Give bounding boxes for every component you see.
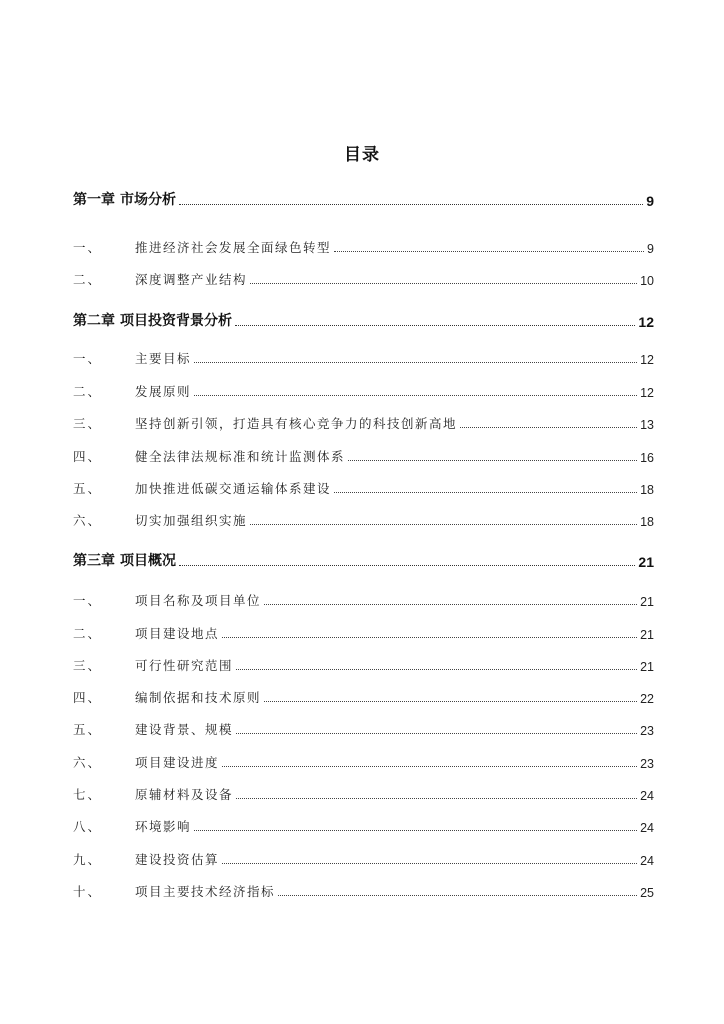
section-title: 项目名称及项目单位: [135, 593, 262, 608]
section-title: 项目建设进度: [135, 755, 220, 770]
section-number: 六、: [73, 513, 103, 528]
page-number: 21: [638, 554, 654, 570]
section-number: 三、: [73, 416, 103, 431]
page-number: 21: [640, 595, 654, 609]
toc-section[interactable]: [73, 656, 654, 674]
page-number: 9: [646, 193, 654, 209]
dot-leader: [334, 251, 644, 252]
section-number: 四、: [73, 449, 103, 464]
toc-chapter-1[interactable]: [73, 189, 654, 209]
page-number: 18: [640, 515, 654, 529]
dot-leader: [250, 524, 637, 525]
section-title: 环境影响: [135, 819, 192, 834]
dot-leader: [194, 830, 637, 831]
page-number: 18: [640, 483, 654, 497]
toc-section[interactable]: [73, 591, 654, 609]
dot-leader: [250, 283, 637, 284]
page-number: 13: [640, 418, 654, 432]
section-title: 切实加强组织实施: [135, 513, 248, 528]
section-number: 五、: [73, 481, 103, 496]
page-number: 12: [640, 353, 654, 367]
dot-leader: [236, 669, 637, 670]
page-number: 21: [640, 628, 654, 642]
dot-leader: [235, 325, 635, 326]
section-number: 一、: [73, 240, 103, 255]
page-number: 24: [640, 854, 654, 868]
section-title: 建设背景、规模: [135, 722, 234, 737]
dot-leader: [236, 798, 637, 799]
dot-leader: [334, 492, 637, 493]
toc-chapter-3[interactable]: [73, 550, 654, 570]
section-title: 深度调整产业结构: [135, 272, 248, 287]
section-title: 坚持创新引领，打造具有核心竞争力的科技创新高地: [135, 416, 458, 431]
chapter-number: 第二章: [73, 313, 115, 329]
page-number: 24: [640, 821, 654, 835]
section-number: 二、: [73, 272, 103, 287]
toc-section[interactable]: [73, 817, 654, 835]
page-number: 10: [640, 274, 654, 288]
dot-leader: [194, 395, 637, 396]
section-number: 二、: [73, 384, 103, 399]
dot-leader: [222, 863, 637, 864]
toc-section[interactable]: [73, 688, 654, 706]
dot-leader: [222, 766, 637, 767]
section-title: 原辅材料及设备: [135, 787, 234, 802]
page-number: 22: [640, 692, 654, 706]
dot-leader: [179, 204, 643, 205]
chapter-title: 市场分析: [120, 192, 176, 208]
toc-section[interactable]: [73, 479, 654, 497]
dot-leader: [236, 733, 637, 734]
section-title: 主要目标: [135, 351, 192, 366]
chapter-number: 第一章: [73, 192, 115, 208]
dot-leader: [348, 460, 637, 461]
page-number: 12: [640, 386, 654, 400]
section-number: 十、: [73, 884, 103, 899]
toc-section[interactable]: [73, 270, 654, 288]
dot-leader: [194, 362, 637, 363]
toc-section[interactable]: [73, 785, 654, 803]
page-number: 21: [640, 660, 654, 674]
toc-section[interactable]: [73, 882, 654, 900]
section-number: 八、: [73, 819, 103, 834]
chapter-number: 第三章: [73, 553, 115, 569]
page-number: 16: [640, 451, 654, 465]
toc-section[interactable]: [73, 238, 654, 256]
page-number: 12: [638, 314, 654, 330]
toc-section[interactable]: [73, 624, 654, 642]
section-number: 一、: [73, 593, 103, 608]
toc-section[interactable]: [73, 850, 654, 868]
dot-leader: [264, 701, 637, 702]
dot-leader: [264, 604, 637, 605]
toc-section[interactable]: [73, 382, 654, 400]
page-title: 目录: [344, 145, 380, 165]
section-title: 可行性研究范围: [135, 658, 234, 673]
toc-section[interactable]: [73, 349, 654, 367]
section-title: 编制依据和技术原则: [135, 690, 262, 705]
page-number: 23: [640, 757, 654, 771]
section-title: 加快推进低碳交通运输体系建设: [135, 481, 332, 496]
page-number: 25: [640, 886, 654, 900]
section-title: 建设投资估算: [135, 852, 220, 867]
page-number: 23: [640, 724, 654, 738]
dot-leader: [179, 565, 635, 566]
section-title: 项目主要技术经济指标: [135, 884, 276, 899]
section-number: 六、: [73, 755, 103, 770]
toc-section[interactable]: [73, 753, 654, 771]
chapter-title: 项目投资背景分析: [120, 313, 232, 329]
section-number: 三、: [73, 658, 103, 673]
page-number: 9: [647, 242, 654, 256]
section-number: 二、: [73, 626, 103, 641]
toc-section[interactable]: [73, 720, 654, 738]
dot-leader: [460, 427, 637, 428]
dot-leader: [278, 895, 637, 896]
section-number: 五、: [73, 722, 103, 737]
dot-leader: [222, 637, 637, 638]
section-number: 九、: [73, 852, 103, 867]
toc-chapter-2[interactable]: [73, 310, 654, 330]
chapter-title: 项目概况: [120, 553, 176, 569]
section-title: 发展原则: [135, 384, 192, 399]
toc-section[interactable]: [73, 511, 654, 529]
toc-section[interactable]: [73, 447, 654, 465]
section-title: 健全法律法规标准和统计监测体系: [135, 449, 346, 464]
toc-section[interactable]: [73, 414, 654, 432]
section-number: 七、: [73, 787, 103, 802]
section-title: 推进经济社会发展全面绿色转型: [135, 240, 332, 255]
page-number: 24: [640, 789, 654, 803]
section-number: 一、: [73, 351, 103, 366]
section-title: 项目建设地点: [135, 626, 220, 641]
section-number: 四、: [73, 690, 103, 705]
